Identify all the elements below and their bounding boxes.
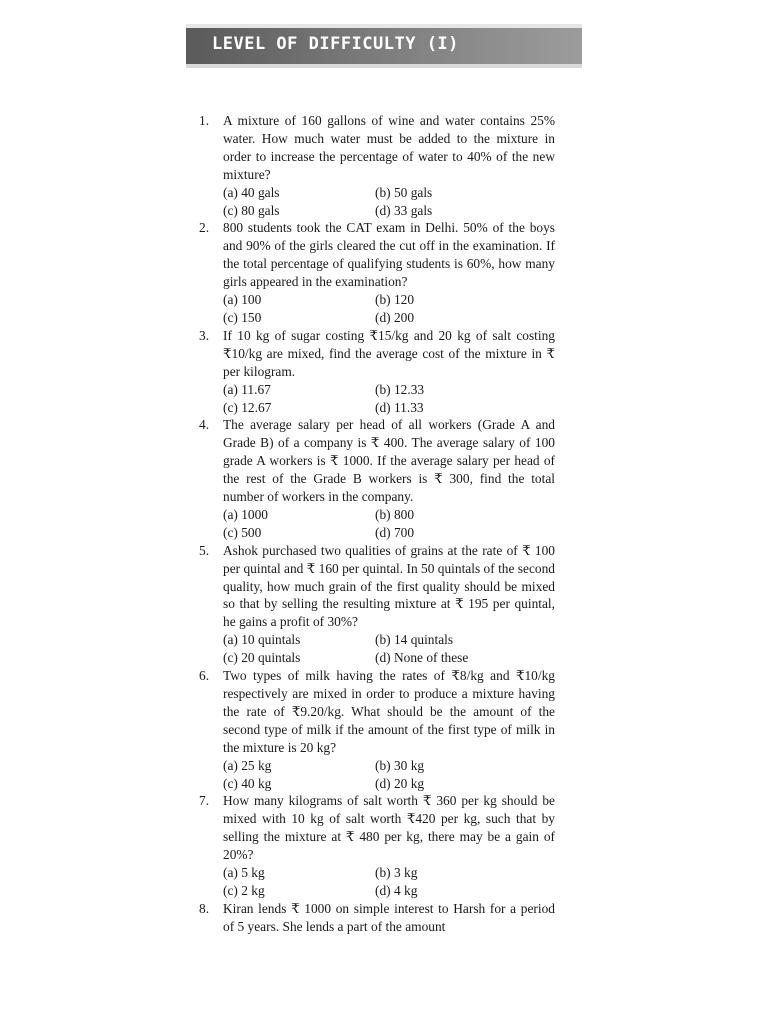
question-text: How many kilograms of salt worth ₹ 360 per kg should be mixed with 10 kg of salt worth ₹420 per kg, such that by selling the mixture at ₹ 480 per kg, there may be a gain of 20%?: [223, 793, 555, 863]
question-number: 5.: [199, 542, 210, 558]
question-text: Ashok purchased two qualities of grains at the rate of ₹ 100 per quintal and ₹ 160 per quintal. In 50 quintals of the second quality, how much grain of the first quality should be mixed so that by selling the resulting mixture at ₹ 195 per quintal, he gains a profit of 30%?: [223, 542, 555, 630]
option-b: (b) 50 gals: [375, 184, 433, 200]
options: [223, 757, 555, 793]
options: [223, 184, 555, 220]
option-c: (c) 150: [223, 309, 262, 325]
question-number: 6.: [199, 668, 210, 684]
question-2: [199, 219, 555, 326]
option-a: (a) 25 kg: [223, 757, 272, 773]
options: [223, 291, 555, 327]
question-3: [199, 327, 555, 417]
option-d: (d) 20 kg: [375, 775, 425, 791]
question-number: 3.: [199, 327, 210, 343]
option-c: (c) 80 gals: [223, 202, 280, 218]
option-c: (c) 40 kg: [223, 775, 272, 791]
option-c: (c) 20 quintals: [223, 650, 301, 666]
question-number: 7.: [199, 793, 210, 809]
option-b: (b) 14 quintals: [375, 632, 454, 648]
option-b: (b) 12.33: [375, 381, 425, 397]
option-a: (a) 5 kg: [223, 865, 265, 881]
option-c: (c) 500: [223, 524, 262, 540]
option-d: (d) None of these: [375, 650, 469, 666]
question-text: Kiran lends ₹ 1000 on simple interest to Harsh for a period of 5 years. She lends a part of the amount: [223, 900, 555, 934]
question-number: 4.: [199, 417, 210, 433]
options: [223, 506, 555, 542]
banner-underline: [186, 64, 582, 68]
section-banner: [186, 24, 582, 68]
option-d: (d) 11.33: [375, 399, 424, 415]
option-a: (a) 1000: [223, 506, 268, 522]
question-text: A mixture of 160 gallons of wine and water contains 25% water. How much water must be added to the mixture in order to increase the percentage of water to 40% of the new mixture?: [223, 113, 555, 182]
question-text: If 10 kg of sugar costing ₹15/kg and 20 kg of salt costing ₹10/kg are mixed, find the average cost of the mixture in ₹ per kilogram.: [223, 327, 555, 379]
option-b: (b) 800: [375, 506, 415, 522]
question-1: [199, 112, 555, 219]
question-text: 800 students took the CAT exam in Delhi. 50% of the boys and 90% of the girls cleared the cut off in the examination. If the total percentage of qualifying students is 60%, how many girls appeared in the examination?: [223, 220, 555, 290]
question-number: 1.: [199, 113, 210, 128]
options: [223, 631, 555, 667]
option-d: (d) 33 gals: [375, 202, 433, 218]
question-list: [199, 112, 555, 936]
question-text: The average salary per head of all workers (Grade A and Grade B) of a company is ₹ 400. The average salary of 100 grade A workers is ₹ 1000. If the average salary per head of the rest of the Grade B workers is ₹ 300, find the total number of workers in the company.: [223, 417, 555, 505]
option-a: (a) 40 gals: [223, 184, 280, 200]
option-d: (d) 200: [375, 309, 415, 325]
question-7: [199, 792, 555, 899]
question-number: 2.: [199, 220, 210, 236]
option-b: (b) 30 kg: [375, 757, 425, 773]
option-c: (c) 12.67: [223, 399, 272, 415]
question-6: [199, 667, 555, 792]
option-d: (d) 4 kg: [375, 882, 418, 898]
question-8: [199, 900, 555, 936]
option-b: (b) 120: [375, 292, 415, 308]
option-a: (a) 10 quintals: [223, 632, 301, 648]
section-title: LEVEL OF DIFFICULTY (I): [212, 34, 459, 54]
option-c: (c) 2 kg: [223, 882, 265, 898]
question-text: Two types of milk having the rates of ₹8/kg and ₹10/kg respectively are mixed in order to produce a mixture having the rate of ₹9.20/kg. What should be the amount of the second type of milk if the amount of the first type of milk in the mixture is 20 kg?: [223, 668, 555, 755]
option-d: (d) 700: [375, 524, 415, 540]
question-4: [199, 416, 555, 541]
question-5: [199, 542, 555, 667]
option-b: (b) 3 kg: [375, 865, 418, 881]
option-a: (a) 100: [223, 292, 262, 308]
options: [223, 381, 555, 417]
question-number: 8.: [199, 900, 210, 916]
option-a: (a) 11.67: [223, 381, 271, 397]
options: [223, 864, 555, 900]
